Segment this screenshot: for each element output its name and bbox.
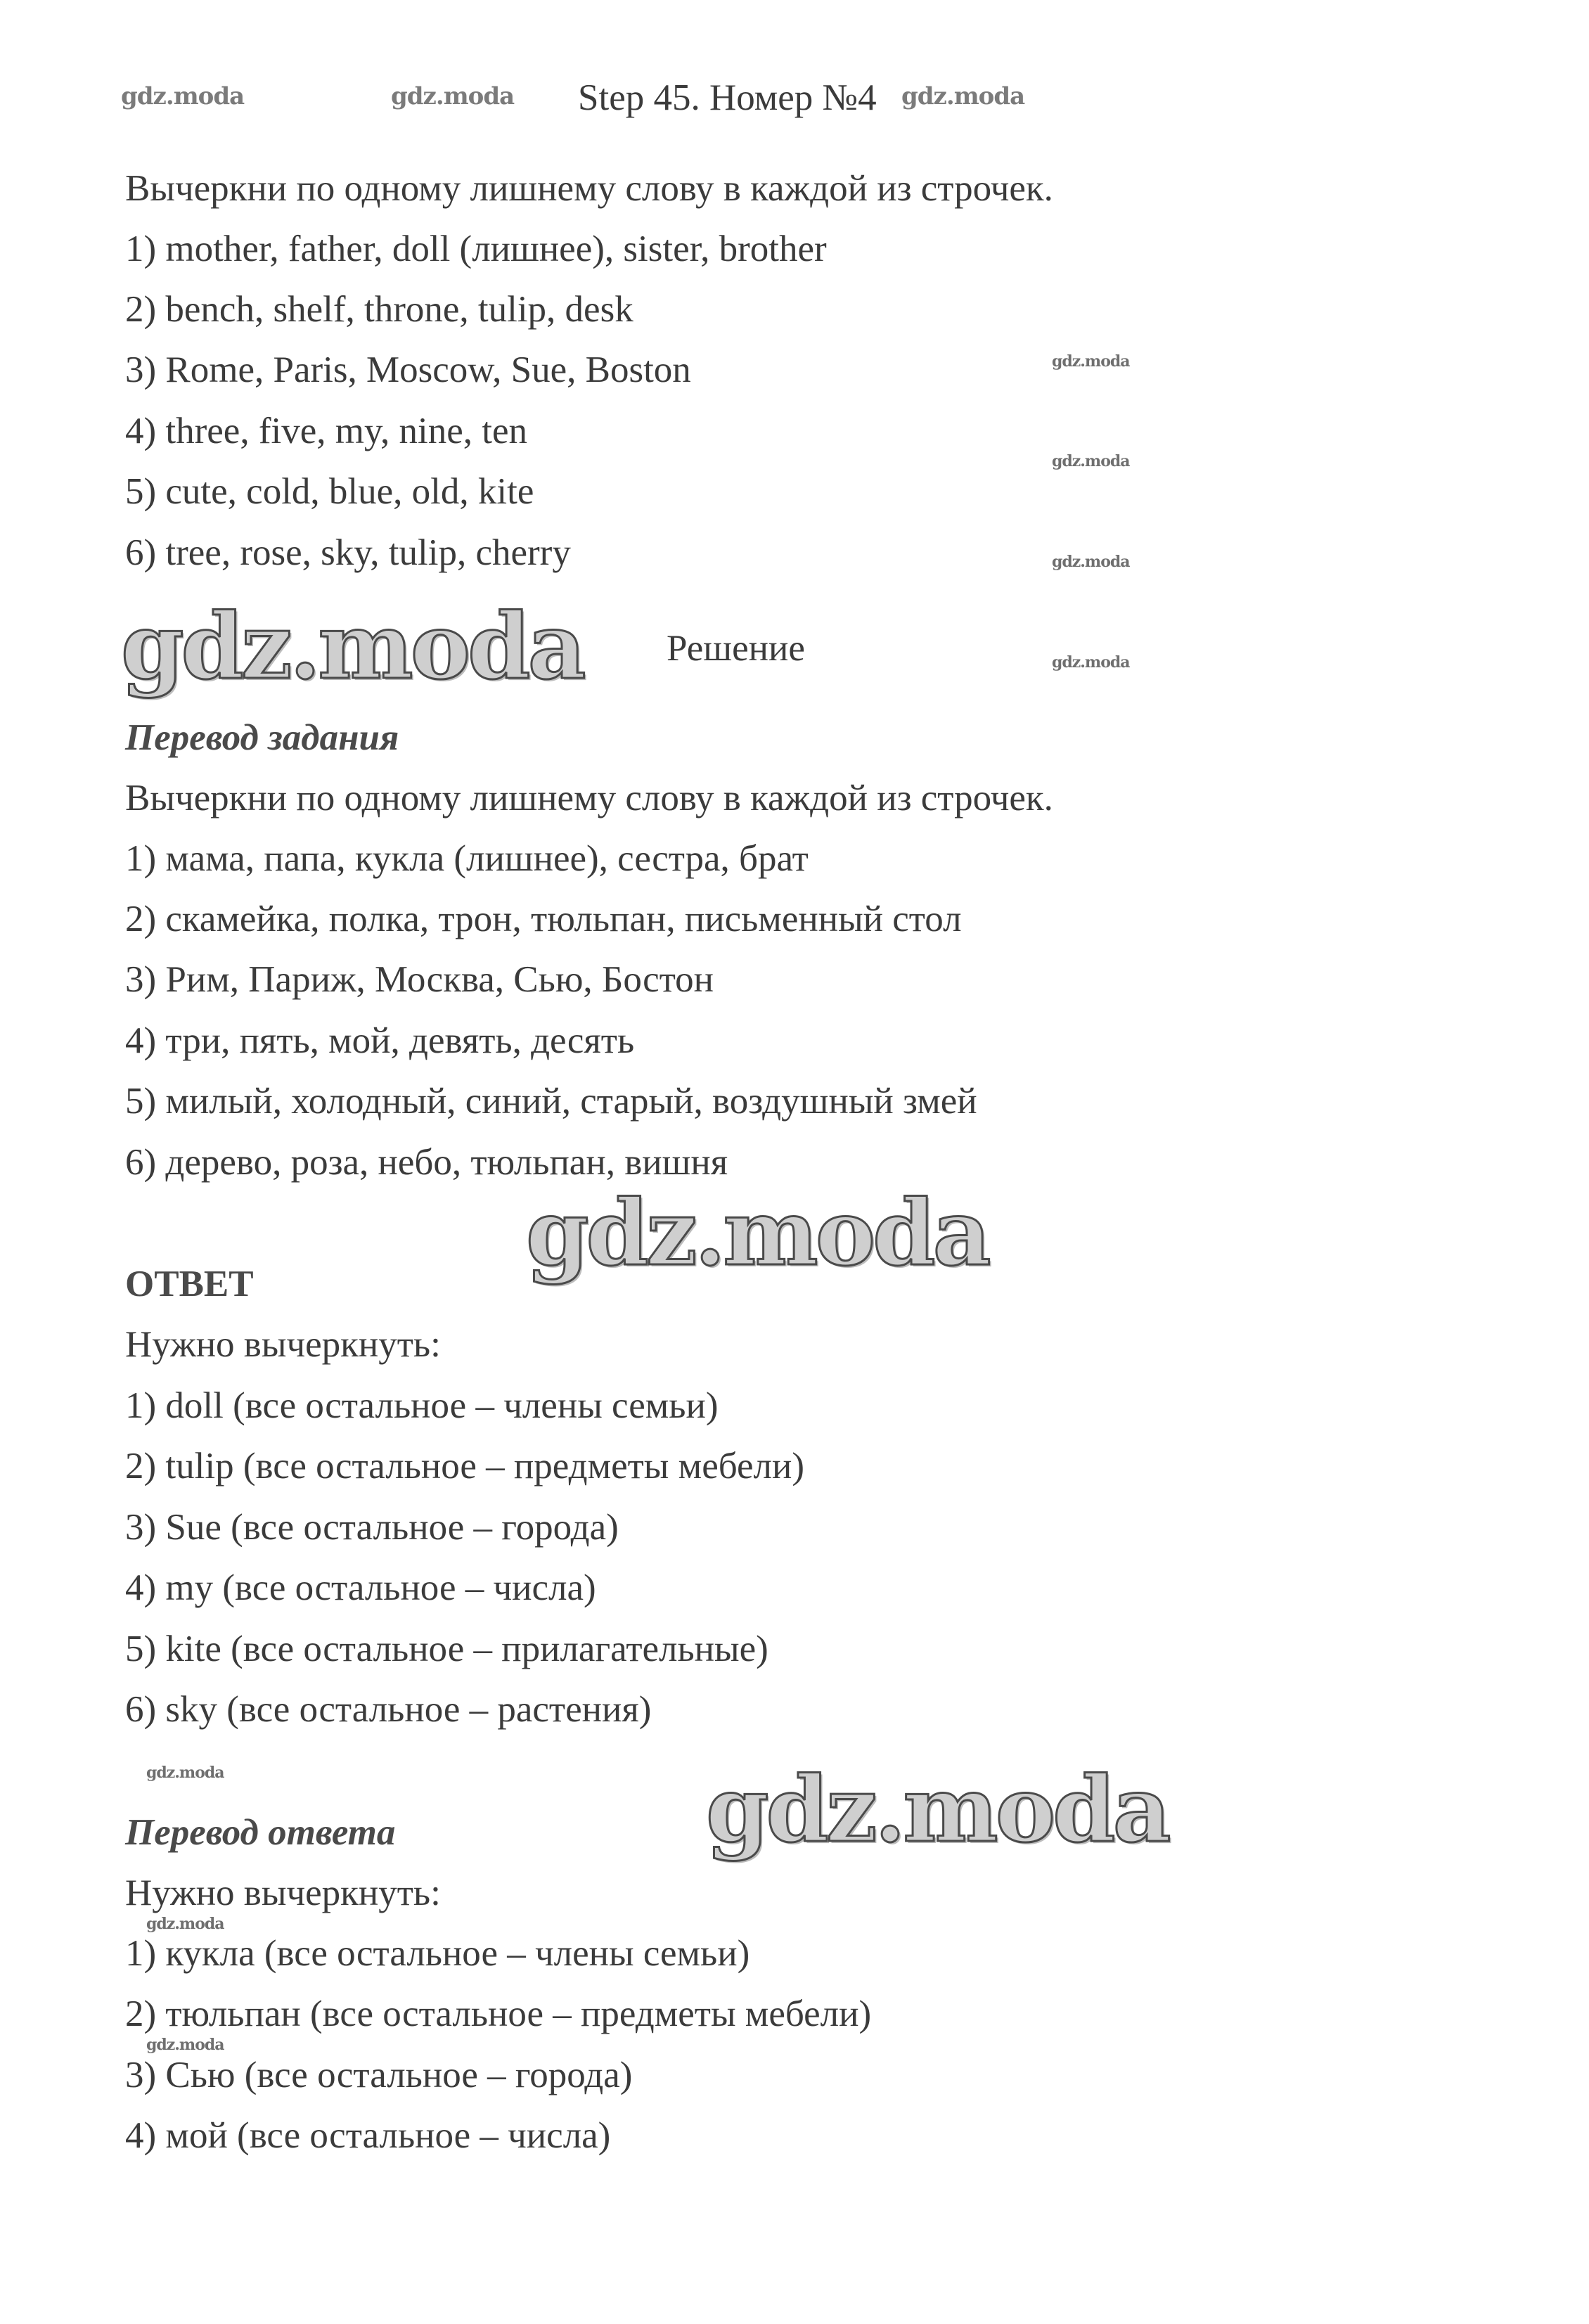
task-item-2: 2) bench, shelf, throne, tulip, desk — [125, 289, 633, 330]
answer-item-6: 6) sky (все остальное – растения) — [125, 1689, 652, 1730]
watermark-side-2: gdz.moda — [1052, 452, 1130, 470]
answer-translation-item-4: 4) мой (все остальное – числа) — [125, 2115, 611, 2156]
task-item-5: 5) cute, cold, blue, old, kite — [125, 471, 534, 512]
task-translation-heading: Перевод задания — [125, 717, 399, 758]
task-item-1: 1) mother, father, doll (лишнее), sister, brother — [125, 229, 827, 269]
watermark-header-3: gdz.moda — [901, 82, 1025, 110]
solution-label: Решение — [667, 628, 805, 669]
watermark-big-2: gdz.moda — [526, 1181, 989, 1286]
task-translation-item-4: 4) три, пять, мой, девять, десять — [125, 1020, 635, 1061]
watermark-big-3: gdz.moda — [706, 1757, 1169, 1863]
task-translation-item-5: 5) милый, холодный, синий, старый, воздушный змей — [125, 1081, 977, 1122]
task-translation-item-6: 6) дерево, роза, небо, тюльпан, вишня — [125, 1142, 728, 1183]
answer-item-4: 4) my (все остальное – числа) — [125, 1567, 596, 1608]
task-item-6: 6) tree, rose, sky, tulip, cherry — [125, 532, 571, 573]
answer-item-3: 3) Sue (все остальное – города) — [125, 1507, 619, 1548]
answer-translation-item-1: 1) кукла (все остальное – члены семьи) — [125, 1933, 750, 1974]
answer-intro: Нужно вычеркнуть: — [125, 1324, 441, 1365]
task-translation-item-2: 2) скамейка, полка, трон, тюльпан, письменный стол — [125, 899, 962, 939]
watermark-side-3: gdz.moda — [1052, 553, 1130, 571]
answer-item-5: 5) kite (все остальное – прилагательные) — [125, 1629, 768, 1669]
answer-translation-heading: Перевод ответа — [125, 1812, 396, 1853]
watermark-small-answer: gdz.moda — [146, 1764, 224, 1782]
watermark-small-translation-2: gdz.moda — [146, 2036, 224, 2054]
answer-translation-item-2: 2) тюльпан (все остальное – предметы мебели) — [125, 1994, 872, 2034]
answer-item-1: 1) doll (все остальное – члены семьи) — [125, 1385, 719, 1426]
watermark-side-4: gdz.moda — [1052, 653, 1130, 672]
watermark-big-1: gdz.moda — [121, 594, 584, 700]
task-item-3: 3) Rome, Paris, Moscow, Sue, Boston — [125, 349, 691, 390]
task-translation-item-3: 3) Рим, Париж, Москва, Сью, Бостон — [125, 959, 714, 1000]
answer-translation-intro: Нужно вычеркнуть: — [125, 1873, 441, 1913]
answer-heading: ОТВЕТ — [125, 1264, 254, 1304]
task-instruction: Вычеркни по одному лишнему слову в каждой из строчек. — [125, 168, 1053, 209]
answer-translation-item-3: 3) Сью (все остальное – города) — [125, 2055, 633, 2095]
watermark-small-translation-1: gdz.moda — [146, 1915, 224, 1933]
answer-item-2: 2) tulip (все остальное – предметы мебели) — [125, 1446, 804, 1487]
watermark-header-2: gdz.moda — [391, 82, 515, 110]
page-title: Step 45. Номер №4 — [578, 77, 877, 118]
task-translation-item-1: 1) мама, папа, кукла (лишнее), сестра, брат — [125, 838, 809, 879]
watermark-side-1: gdz.moda — [1052, 352, 1130, 371]
watermark-header-1: gdz.moda — [121, 82, 245, 110]
task-item-4: 4) three, five, my, nine, ten — [125, 411, 528, 451]
task-translation-instruction: Вычеркни по одному лишнему слову в каждой из строчек. — [125, 778, 1053, 818]
